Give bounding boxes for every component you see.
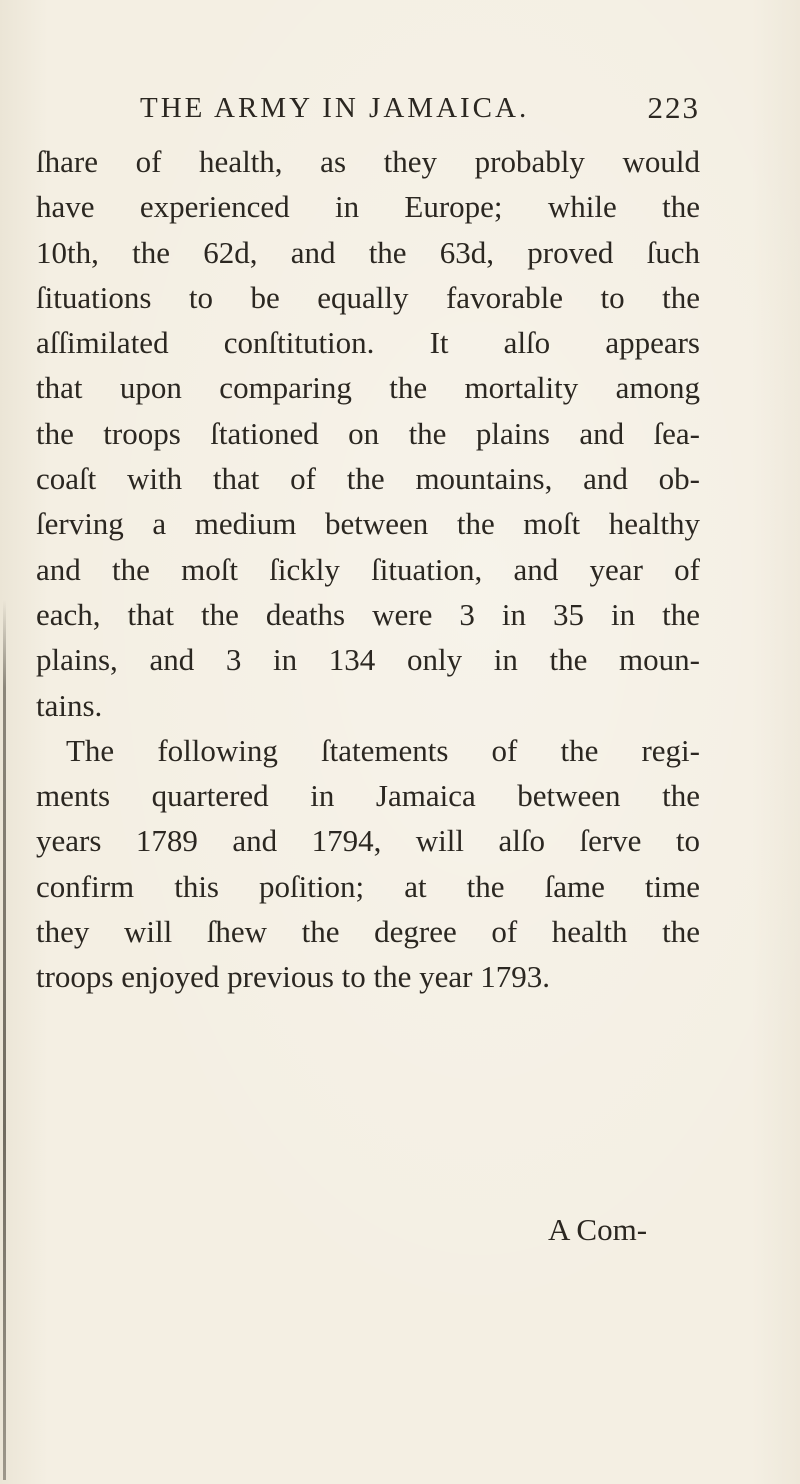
text-line: The following ſtatements of the regi- [66,732,700,768]
text-line: plains, and 3 in 134 only in the moun- [36,642,700,678]
text-line: aſſimilated conſtitution. It alſo appears [36,325,700,361]
text-line: troops enjoyed previous to the year 1793. [36,959,550,995]
text-line: ſerving a medium between the moſt healthy [36,506,700,542]
text-line: tains. [36,687,103,723]
running-title: THE ARMY IN JAMAICA. [140,92,530,124]
paragraph-2 [36,728,700,1000]
text-line: 10th, the 62d, and the 63d, proved ſuch [36,234,700,270]
catchword: A Com- [548,1212,648,1247]
text-line: they will ſhew the degree of health the [36,914,700,950]
text-line: ſhare of health, as they probably would [36,144,700,179]
text-line: the troops ſtationed on the plains and ſea- [36,415,700,451]
text-line: years 1789 and 1794, will alſo ſerve to [36,823,700,859]
text-line: ſituations to be equally favorable to the [36,279,700,315]
text-line: that upon comparing the mortality among [36,370,700,406]
running-head [140,88,700,128]
text-line: have experienced in Europe; while the [36,189,700,225]
text-line: ments quartered in Jamaica between the [36,778,700,814]
text-line: confirm this poſition; at the ſame time [36,868,700,904]
binding-shadow [3,600,6,1480]
page-number: 223 [647,90,700,125]
text-line: and the moſt ſickly ſituation, and year of [36,551,700,587]
body-text [36,139,700,1000]
text-line: each, that the deaths were 3 in 35 in the [36,596,700,632]
paragraph-1 [36,139,700,728]
text-line: coaſt with that of the mountains, and ob- [36,461,700,497]
